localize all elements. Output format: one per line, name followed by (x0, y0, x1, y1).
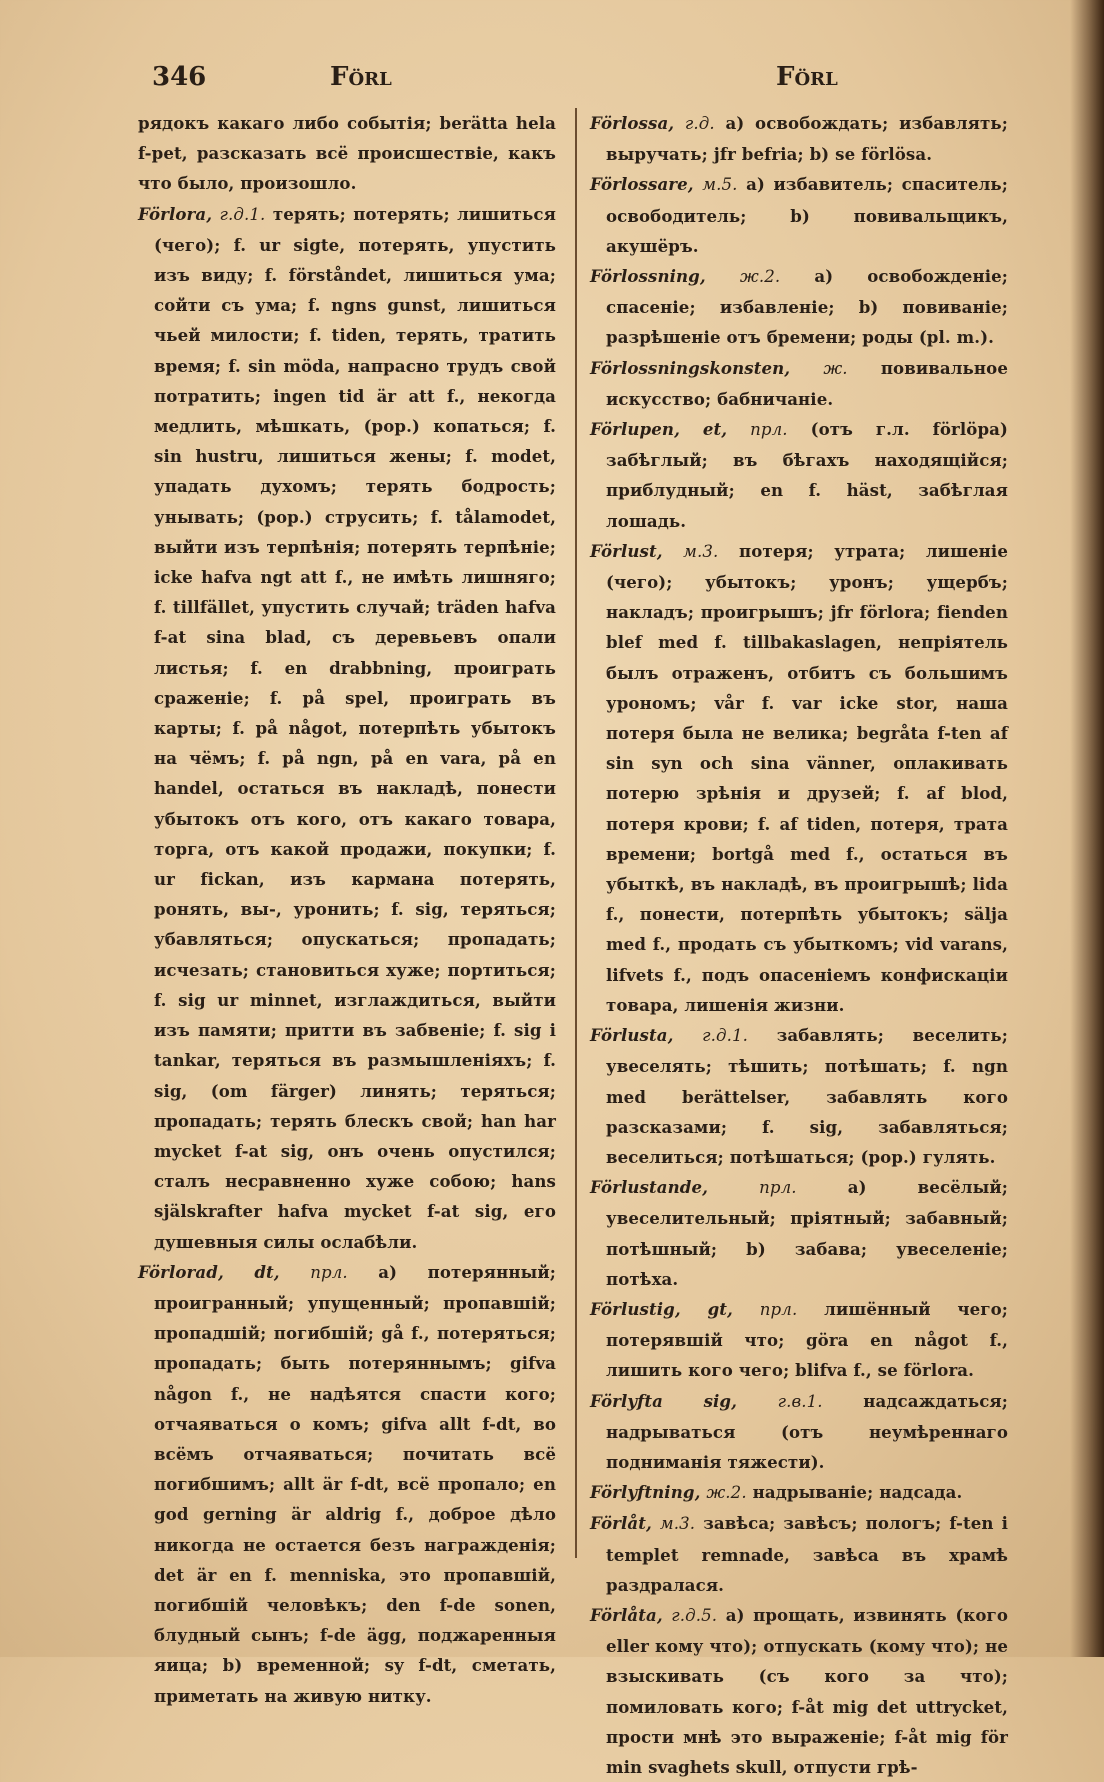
entry-body: (отъ г.л. förlöpa) забѣглый; въ бѣгахъ находящійся; приблудный; en f. häst, забѣглая лошадь. (606, 419, 1008, 531)
page-header (138, 60, 1058, 100)
dictionary-entry (590, 1020, 1008, 1172)
right-column (590, 108, 1008, 1782)
entry-grammar: м.5. (702, 175, 738, 195)
entry-grammar: прл. (759, 1299, 798, 1319)
entry-grammar: прл. (750, 420, 788, 440)
entry-grammar: прл. (310, 1262, 348, 1282)
entry-headword: Förlust, (590, 540, 663, 561)
entry-body: лишённый чего; потерявшій что; göra en något f., лишить кого чего; blifva f., se förlora. (606, 1298, 1008, 1381)
entry-body: а) освобождать; избавлять; выручать; jfr befria; b) se förlösa. (606, 113, 1008, 165)
book-spine-shadow (1070, 0, 1104, 1657)
entry-grammar: м.3. (659, 1514, 696, 1534)
entry-body: рядокъ какаго либо событія; berätta hela f-pet, разсказать всё происшествіе, какъ что было, произошло. (138, 113, 556, 194)
entry-headword: Förlåt, (590, 1513, 652, 1534)
dictionary-entry (590, 1477, 1008, 1508)
entry-grammar: прл. (759, 1178, 797, 1198)
entry-body: надсаждаться; надрываться (отъ неумѣреннаго подниманія тяжести). (606, 1390, 1008, 1472)
entry-headword: Förlossningskonsten, (590, 357, 791, 378)
dictionary-entry (138, 108, 556, 199)
entry-body: повивальное искусство; бабничаніе. (606, 357, 1008, 409)
entry-headword: Förlusta, (590, 1025, 674, 1046)
entry-body: а) весёлый; увеселительный; пріятный; забавный; потѣшный; b) забава; увеселеніе; потѣха. (606, 1177, 1008, 1289)
entry-body: а) освобожденіе; спасеніе; избавленіе; b) повиваніе; разрѣшеніе отъ бремени; роды (pl. m.). (606, 266, 1008, 348)
running-head-left: Förl (330, 62, 392, 92)
dictionary-entry (590, 108, 1008, 169)
entry-grammar: г.д. (684, 114, 715, 133)
entry-headword: Förlustande, (590, 1177, 709, 1198)
dictionary-entry (590, 353, 1008, 414)
dictionary-entry (138, 1257, 556, 1711)
entry-body: терять; потерять; лишиться (чего); f. ur sigte, потерять, упустить изъ виду; f. förståndet, лишиться ума; сойти съ ума; f. ngns gunst, лишиться чьей милости; f. tiden, терять, тратить время; f. sin möda, напрасно трудъ свой потратить; ingen tid är att f., некогда медлить, мѣшкать, (pop.) копаться; f. sin hustru, лишиться жены; f. modet, упадать духомъ; терять бодрость; унывать; (pop.) струсить; f. tålamodet, выйти изъ терпѣнія; потерять терпѣніе; icke hafva ngt att f., не имѣть лишняго; f. tillfället, упустить случай; träden hafva f-at sina blad, съ деревьевъ опали листья; f. en drabbning, проиграть сраженіе; f. på spel, проиграть въ карты; f. på något, потерпѣть убытокъ на чёмъ; f. på ngn, på en vara, på en handel, остаться въ накладѣ, понести убытокъ отъ кого, отъ какаго товара, торга, отъ какой продажи, покупки; f. ur fickan, изъ кармана потерять, ронять, вы-, уронить; f. sig, теряться; убавляться; опускаться; пропадать; исчезать; становиться хуже; портиться; f. sig ur minnet, изглаждиться, выйти изъ памяти; притти въ забвеніе; f. sig i tankar, теряться въ размышленіяхъ; f. sig, (om färger) линять; теряться; пропадать; терять блескъ свой; han har mycket f-at sig, онъ очень опустился; сталъ несравненно хуже собою; hans själskrafter hafva mycket f-at sig, его душевныя силы ослабѣли. (154, 203, 556, 1252)
entry-headword: Förlåta, (590, 1604, 663, 1625)
column-divider (575, 108, 577, 1558)
entry-headword: Förlupen, et, (590, 419, 728, 440)
entry-headword: Förlorad, dt, (138, 1261, 280, 1282)
entry-headword: Förlossare, (590, 174, 694, 195)
entry-body: а) прощать, извинять (кого eller кому что); отпускать (кому что); не взыскивать (съ кого за что); помиловать кого; f-åt mig det uttrycket, прости мнѣ это выраженіе; f-åt mig för min svaghets skull, отпусти грѣ- (606, 1604, 1008, 1777)
entry-headword: Förlora, (138, 203, 213, 224)
entry-grammar: г.в.1. (777, 1391, 823, 1411)
entry-body: забавлять; веселить; увеселять; тѣшить; потѣшать; f. ngn med berättelser, забавлять кого разсказами; f. sig, забавляться; веселиться; потѣшаться; (pop.) гулять. (606, 1025, 1008, 1167)
dictionary-entry (590, 1508, 1008, 1600)
entry-headword: Förlustig, gt, (590, 1298, 733, 1319)
left-column (138, 108, 556, 1711)
entry-headword: Förlossa, (590, 113, 675, 133)
entry-headword: Förlyftning, (590, 1482, 701, 1503)
entry-body: надрываніе; надсада. (752, 1482, 963, 1503)
entry-body: завѣса; завѣсъ; пологъ; f-ten i templet remnade, завѣса въ храмѣ раздралася. (606, 1513, 1008, 1595)
entry-body: а) потерянный; проигранный; упущенный; пропавшій; пропадшій; погибшій; gå f., потеряться; пропадать; быть потеряннымъ; gifva någon f., не надѣятся спасти кого; отчаяваться о комъ; gifva allt f-dt, во всёмъ отчаяваться; почитать всё погибшимъ; allt är f-dt, всё пропало; en god gerning är aldrig f., доброе дѣло никогда не остается безъ награжденія; det är en f. menniska, это пропавшій, погибшій человѣкъ; den f-de sonen, блудный сынъ; f-de ägg, поджаренныя яица; b) временной; sy f-dt, сметать, приметать на живую нитку. (154, 1261, 556, 1706)
entry-body: потеря; утрата; лишеніе (чего); убытокъ; уронъ; ущербъ; накладъ; проигрышъ; jfr förlora; fienden blef med f. tillbakaslagen, непріятель былъ отраженъ, отбитъ съ большимъ урономъ; vår f. var icke stor, наша потеря была не велика; begråta f-ten af sin syn och sina vänner, оплакивать потерю зрѣнія и друзей; f. af blod, потеря крови; f. af tiden, потеря, трата времени; bortgå med f., остаться въ убыткѣ, въ накладѣ, въ проигрышѣ; lida f., понести, потерпѣть убытокъ; sälja med f., продать съ убыткомъ; vid varans, lifvets f., подъ опасеніемъ конфискаціи товара, лишенія жизни. (606, 540, 1008, 1015)
dictionary-entry (590, 414, 1008, 536)
dictionary-entry (590, 1294, 1008, 1386)
dictionary-entry (590, 261, 1008, 353)
entry-grammar: ж. (823, 358, 848, 378)
dictionary-entry (590, 169, 1008, 261)
page-number: 346 (152, 62, 207, 92)
dictionary-entry (590, 1386, 1008, 1478)
running-head-right: Förl (776, 62, 838, 92)
entry-body: а) избавитель; спаситель; освободитель; b) повивальщикъ, акушёръ. (606, 174, 1008, 256)
dictionary-entry (590, 1600, 1008, 1782)
entry-grammar: г.д.1. (219, 204, 266, 224)
entry-headword: Förlossning, (590, 266, 706, 287)
dictionary-entry (590, 536, 1008, 1020)
entry-grammar: г.д.1. (702, 1026, 749, 1046)
entry-grammar: ж.2. (739, 267, 781, 287)
dictionary-entry (590, 1172, 1008, 1294)
entry-grammar: м.3. (683, 541, 719, 561)
entry-grammar: г.д.5. (671, 1605, 718, 1625)
dictionary-page (138, 60, 1058, 1777)
dictionary-entry (138, 199, 556, 1257)
entry-grammar: ж.2. (706, 1483, 747, 1503)
entry-headword: Förlyfta sig, (590, 1390, 738, 1411)
